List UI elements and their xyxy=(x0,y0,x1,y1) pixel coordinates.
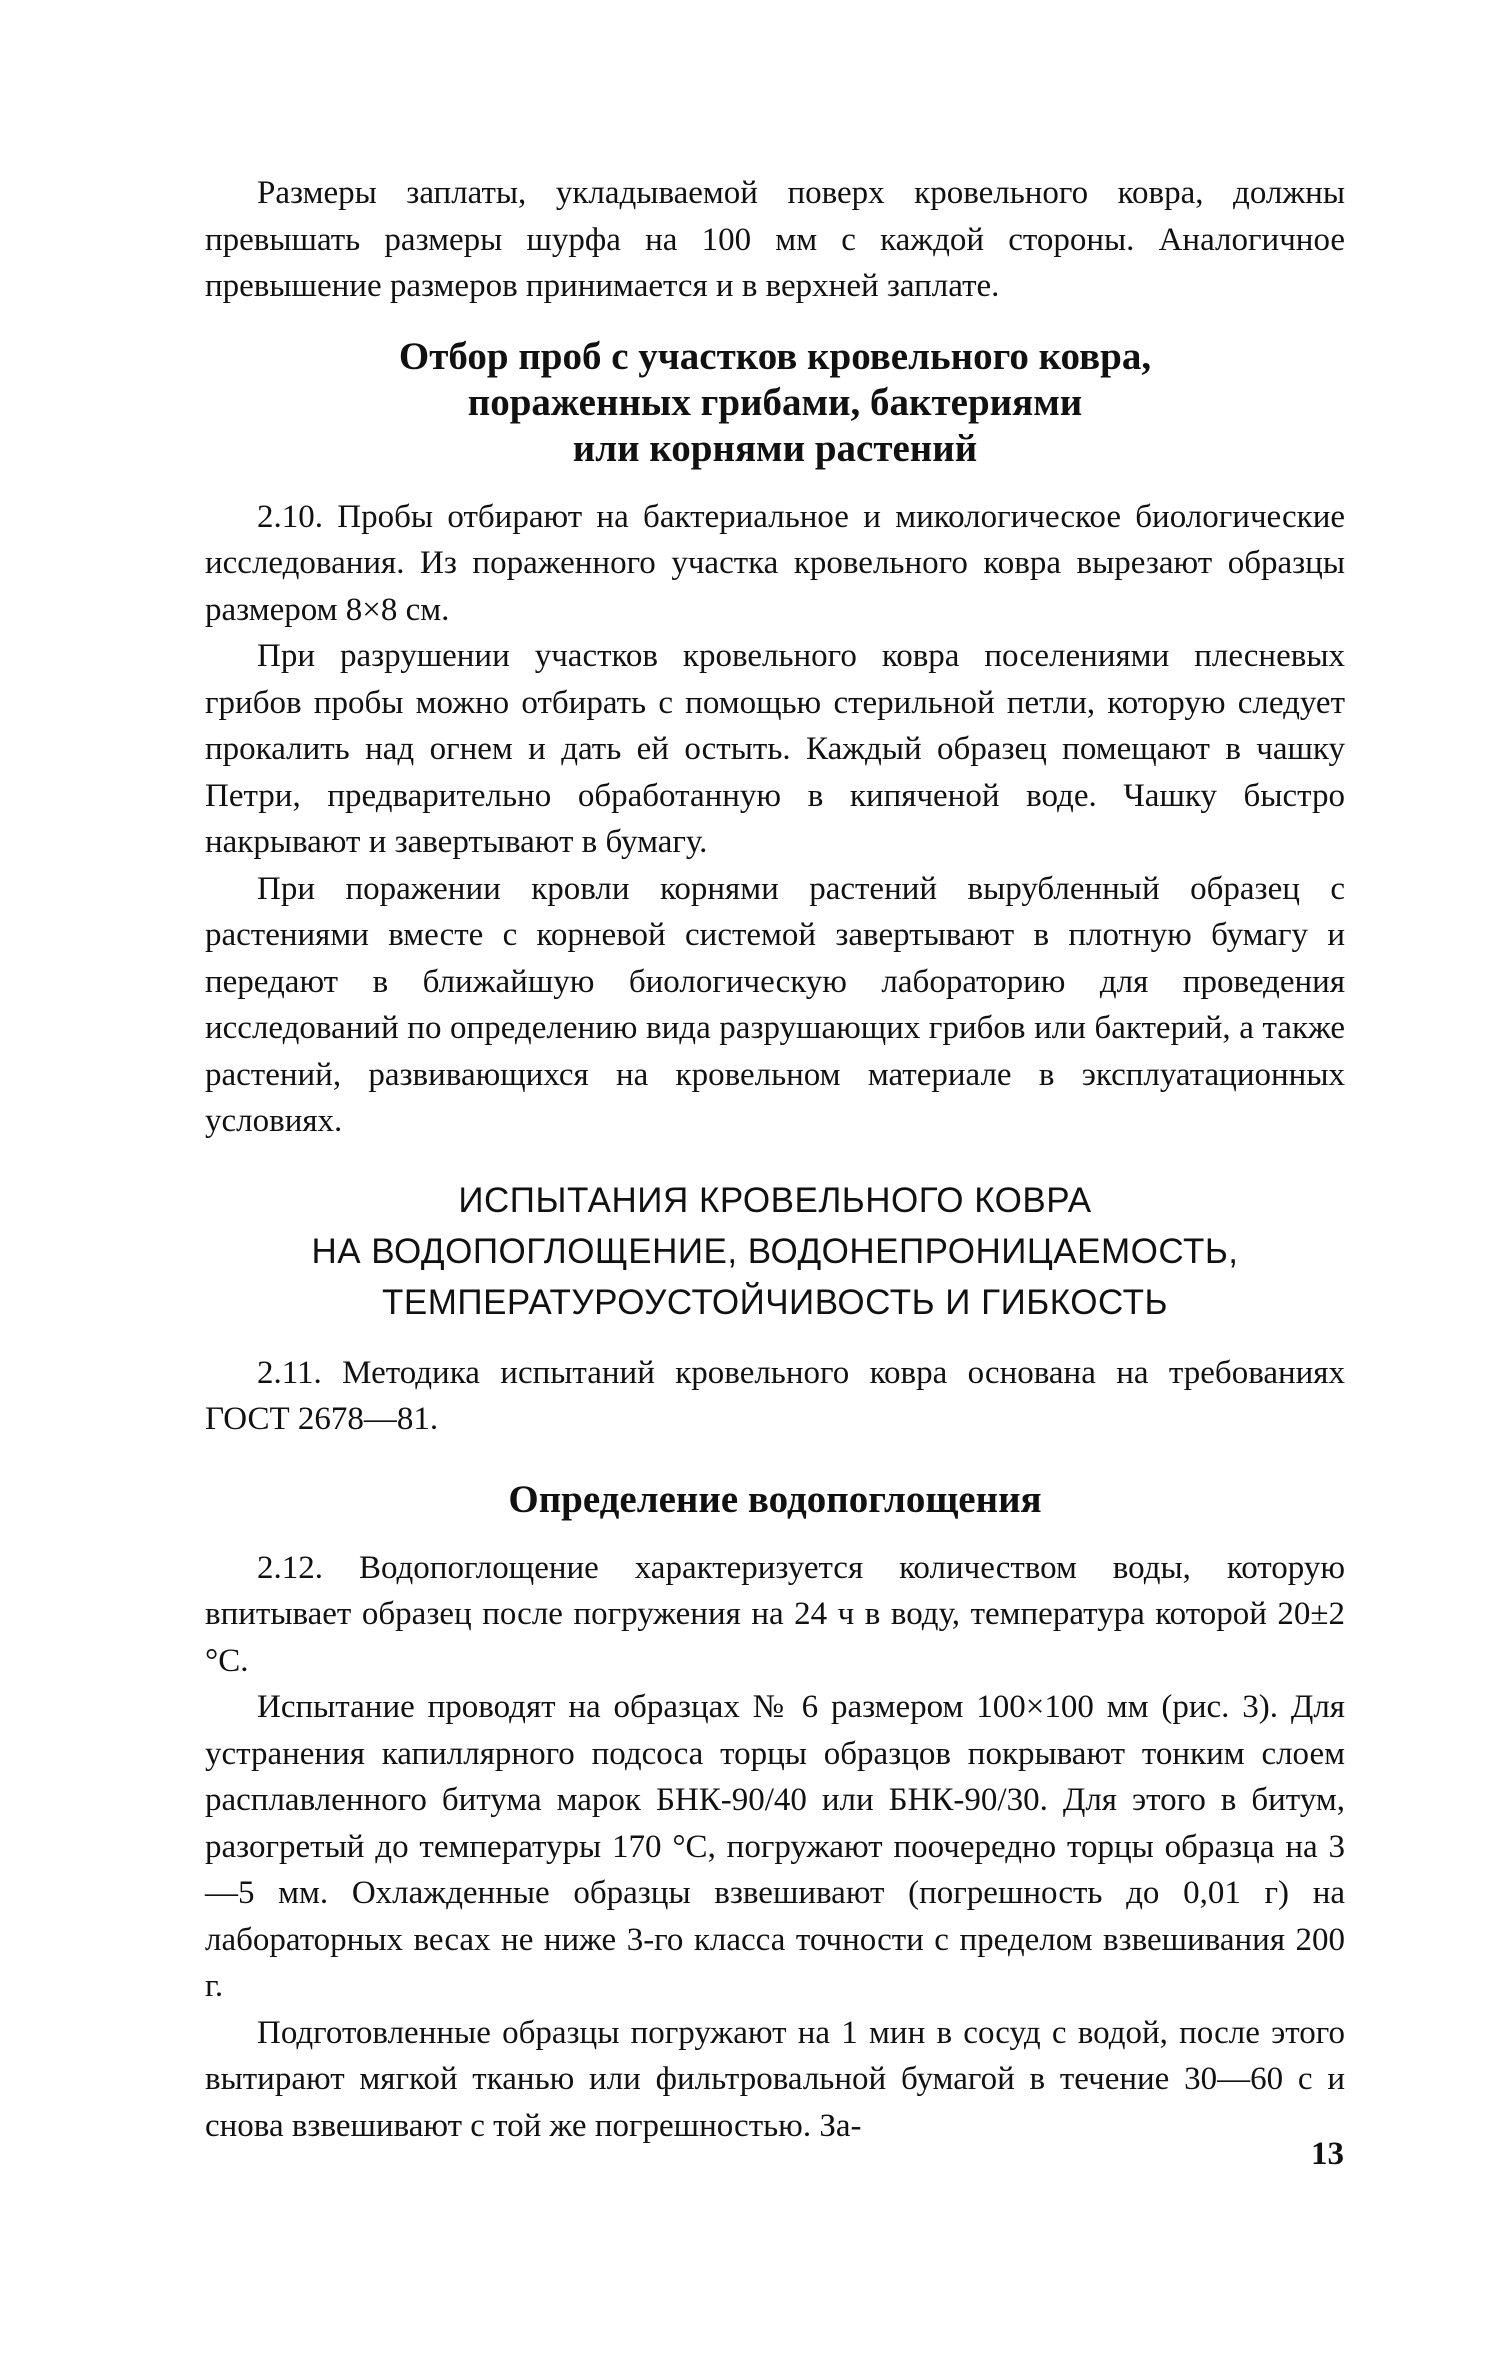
section-title-line: НА ВОДОПОГЛОЩЕНИЕ, ВОДОНЕПРОНИЦАЕМОСТЬ, xyxy=(311,1231,1239,1271)
section-title-line: пораженных грибами, бактериями xyxy=(467,380,1083,424)
paragraph-test-samples: Испытание проводят на образцах № 6 размером 100×100 мм (рис. 3). Для устранения капиллярного подсоса торцы образцов покрывают тонким слоем расплавленного битума марок БНК-90/40 или БНК-90/30. Для этого в битум, разогретый до температуры 170 °С, погружают поочередно торцы образца на 3—5 мм. Охлажденные образцы взвешивают (погрешность до 0,01 г) на лабораторных весах не ниже 3-го класса точности с пределом взвешивания 200 г. xyxy=(205,1689,1345,2004)
paragraph-immersion: Подготовленные образцы погружают на 1 мин в сосуд с водой, после этого вытирают мягкой тканью или фильтровальной бумагой в течение 30—60 с и снова взвешивают с той же погрешностью. За- xyxy=(205,2014,1345,2144)
section-title-line: Отбор проб с участков кровельного ковра, xyxy=(398,334,1152,378)
section-title-line: Определение водопоглощения xyxy=(508,1477,1042,1521)
section-title-tests xyxy=(205,1175,1345,1328)
paragraph-mold-sampling: При разрушении участков кровельного ковра поселениями плесневых грибов пробы можно отбирать с помощью стерильной петли, которую следует прокалить над огнем и дать ей остыть. Каждый образец помещают в чашку Петри, предварительно обработанную в кипяченой воде. Чашку быстро накрывают и завертывают в бумагу. xyxy=(205,638,1345,860)
section-title-water-absorption xyxy=(205,1477,1345,1523)
paragraph-roots-sampling: При поражении кровли корнями растений вырубленный образец с растениями вместе с корневой системой завертывают в плотную бумагу и передают в ближайшую биологическую лабораторию для проведения исследований по определению вида разрушающих грибов или бактерий, а также растений, развивающихся на кровельном материале в эксплуатационных условиях. xyxy=(205,870,1345,1139)
paragraph-2-11: 2.11. Методика испытаний кровельного ковра основана на требованиях ГОСТ 2678—81. xyxy=(205,1354,1345,1437)
section-title-line: ТЕМПЕРАТУРОУСТОЙЧИВОСТЬ И ГИБКОСТЬ xyxy=(382,1282,1168,1322)
page-number: 13 xyxy=(1311,2136,1344,2172)
section-title-line: или корнями растений xyxy=(572,426,978,470)
section-title-line: ИСПЫТАНИЯ КРОВЕЛЬНОГО КОВРА xyxy=(458,1180,1092,1220)
document-page xyxy=(205,170,1345,2149)
paragraph-2-10: 2.10. Пробы отбирают на бактериальное и микологическое биологические исследования. Из пораженного участка кровельного ковра вырезают образцы размером 8×8 см. xyxy=(205,498,1345,628)
paragraph-intro: Размеры заплаты, укладываемой поверх кровельного ковра, должны превышать размеры шурфа на 100 мм с каждой стороны. Аналогичное превышение размеров принимается и в верхней заплате. xyxy=(205,175,1345,304)
paragraph-2-12: 2.12. Водопоглощение характеризуется количеством воды, которую впитывает образец после погружения на 24 ч в воду, температура которой 20±2 °С. xyxy=(205,1549,1345,1679)
section-title-sampling xyxy=(205,334,1345,472)
